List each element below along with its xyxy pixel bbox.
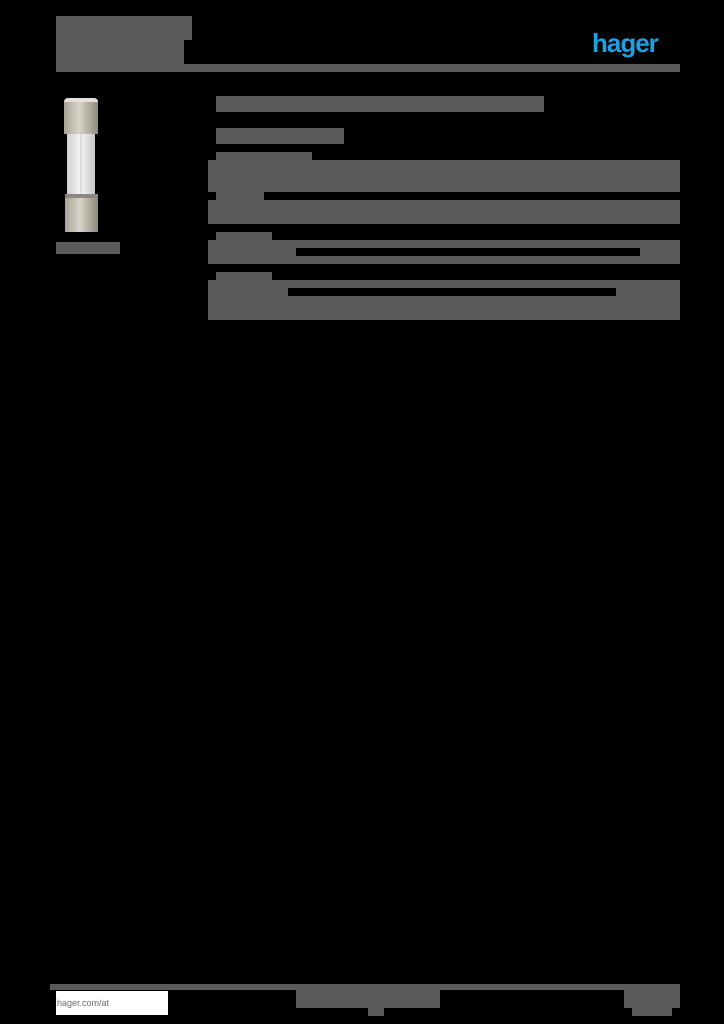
- product-title: [216, 96, 544, 112]
- product-code-line-2: [56, 40, 184, 64]
- section-1-row: [208, 160, 680, 192]
- section-3-leader-gap: [296, 248, 640, 256]
- product-code-line-1: [56, 16, 192, 40]
- section-3-label: [216, 232, 272, 240]
- footer-page-info-line2: [632, 1008, 672, 1016]
- section-2-label: [216, 192, 264, 200]
- header-rule: [56, 64, 680, 72]
- section-1-label: [216, 152, 312, 160]
- footer-center-text: [296, 984, 440, 1008]
- footer-center-descender: [368, 1008, 384, 1016]
- product-subtitle: [216, 128, 344, 144]
- footer-page-info: [624, 984, 680, 1008]
- section-4-leader-gap: [288, 288, 616, 296]
- section-4-label: [216, 272, 272, 280]
- footer-url-link[interactable]: hager.com/at: [56, 991, 168, 1015]
- section-2-row: [208, 200, 680, 224]
- hager-logo: hager: [592, 28, 658, 58]
- image-caption: [56, 242, 120, 254]
- fuse-image: [56, 96, 106, 236]
- section-4-row: [208, 280, 680, 320]
